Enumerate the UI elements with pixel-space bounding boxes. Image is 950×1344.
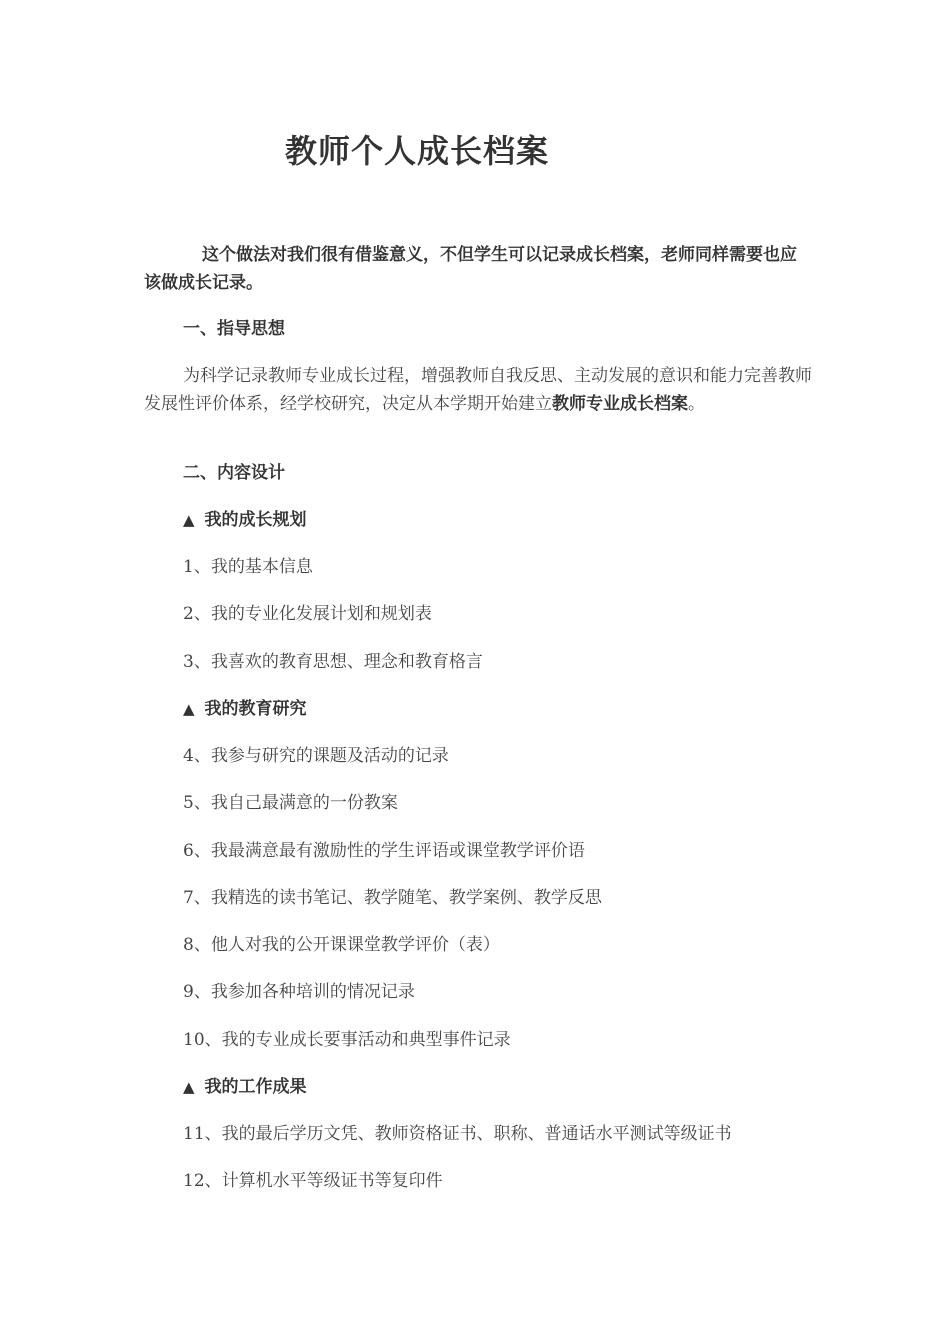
section-heading-guiding: 一、指导思想 (183, 319, 285, 339)
group-heading-label: 我的教育研究 (204, 699, 307, 719)
list-item: 9、我参加各种培训的情况记录 (183, 982, 415, 1002)
intro-paragraph: 这个做法对我们很有借鉴意义，不但学生可以记录成长档案，老师同样需要也应该做成长记录。 (144, 245, 797, 293)
group-heading-planning (183, 508, 307, 532)
list-item: 6、我最满意最有激励性的学生评语或课堂教学评价语 (183, 841, 585, 861)
list-item: 1、我的基本信息 (183, 557, 313, 577)
triangle-icon: ▲ (183, 1078, 195, 1096)
guiding-bold-text: 教师专业成长档案 (552, 394, 688, 414)
list-item: 2、我的专业化发展计划和规划表 (183, 604, 432, 624)
group-heading-results (183, 1075, 307, 1099)
group-heading-label: 我的成长规划 (204, 510, 307, 530)
section-heading-content: 二、内容设计 (183, 463, 285, 483)
list-item: 12、计算机水平等级证书等复印件 (183, 1171, 443, 1191)
document-title: 教师个人成长档案 (285, 132, 550, 170)
list-item: 8、他人对我的公开课课堂教学评价（表） (183, 935, 500, 955)
group-heading-research (183, 697, 307, 721)
guiding-paragraph (144, 362, 812, 418)
guiding-text: 为科学记录教师专业成长过程，增强教师自我反思、主动发展的意识和能力完善教师发展性评价体系，经学校研究，决定从本学期开始建立 (144, 366, 812, 414)
list-item: 10、我的专业成长要事活动和典型事件记录 (183, 1030, 511, 1050)
guiding-suffix: 。 (688, 394, 705, 414)
list-item: 11、我的最后学历文凭、教师资格证书、职称、普通话水平测试等级证书 (183, 1124, 732, 1144)
triangle-icon: ▲ (183, 511, 195, 529)
group-heading-label: 我的工作成果 (204, 1077, 307, 1097)
list-item: 3、我喜欢的教育思想、理念和教育格言 (183, 652, 483, 672)
list-item: 4、我参与研究的课题及活动的记录 (183, 746, 449, 766)
list-item: 7、我精选的读书笔记、教学随笔、教学案例、教学反思 (183, 888, 602, 908)
list-item: 5、我自己最满意的一份教案 (183, 793, 398, 813)
triangle-icon: ▲ (183, 700, 195, 718)
